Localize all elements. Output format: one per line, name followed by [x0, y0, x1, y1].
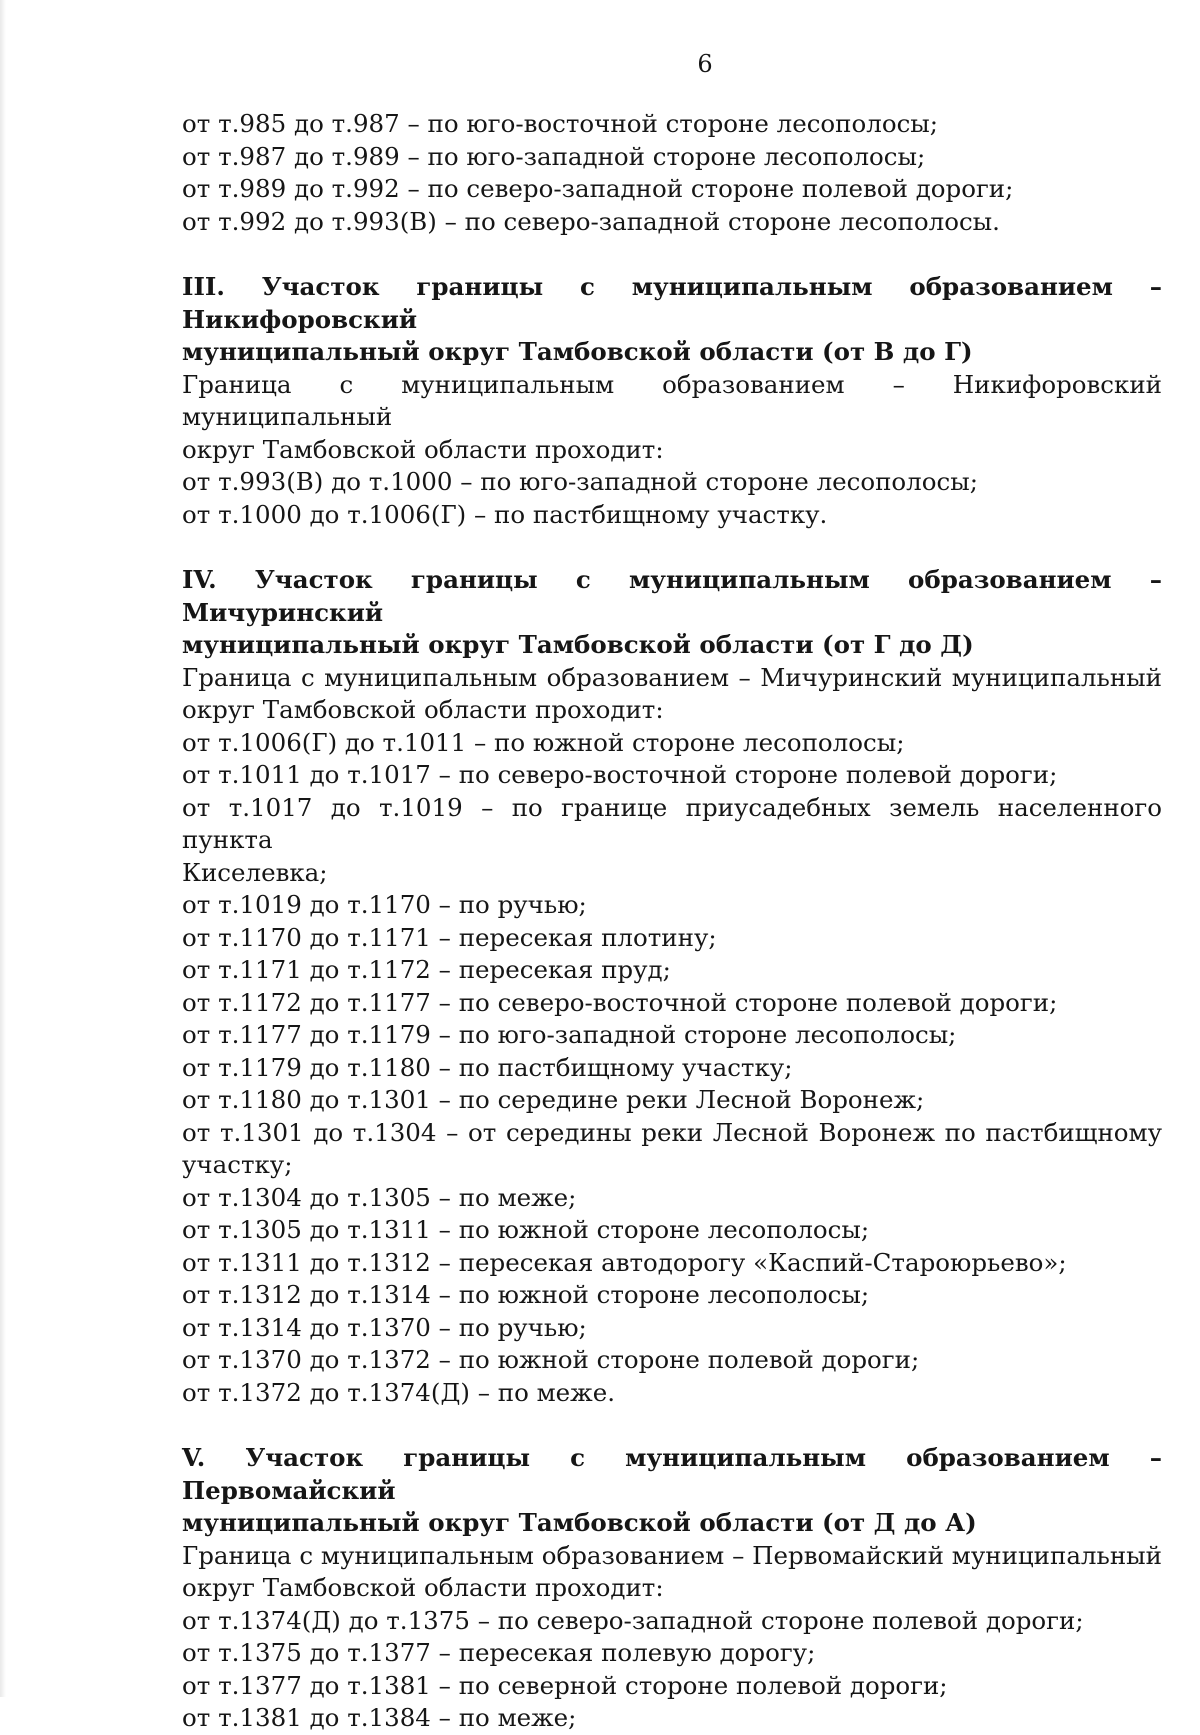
list-item: от т.1372 до т.1374(Д) – по меже.: [182, 1377, 615, 1407]
list-item: от т.985 до т.987 – по юго-восточной стороне лесополосы;: [182, 109, 939, 138]
list-item: от т.1177 до т.1179 – по юго-западной стороне лесополосы;: [182, 1020, 957, 1049]
document-body: [182, 108, 1162, 1735]
list-item: от т.1006(Г) до т.1011 – по южной стороне лесополосы;: [182, 727, 905, 757]
list-item: от т.989 до т.992 – по северо-западной стороне полевой дороги;: [182, 174, 1014, 203]
list-item: [182, 792, 1162, 890]
section-intro-line: Граница с муниципальным образованием – Мичуринский муниципальный: [182, 662, 1162, 692]
list-item: от т.1377 до т.1381 – по северной стороне полевой дороги;: [182, 1670, 948, 1700]
list-item-line: Киселевка;: [182, 857, 328, 887]
list-item: от т.992 до т.993(В) – по северо-западной стороне лесополосы.: [182, 206, 1000, 236]
list-item: от т.1304 до т.1305 – по меже;: [182, 1182, 577, 1212]
page-number: 6: [697, 50, 713, 78]
list-item: от т.1170 до т.1171 – пересекая плотину;: [182, 922, 717, 952]
scan-edge-shadow: [0, 0, 6, 1697]
list-item: от т.1305 до т.1311 – по южной стороне лесополосы;: [182, 1215, 870, 1244]
list-item: от т.993(В) до т.1000 – по юго-западной стороне лесополосы;: [182, 467, 978, 496]
section-intro-line: округ Тамбовской области проходит:: [182, 1573, 664, 1602]
section-intro-line: Граница с муниципальным образованием – Первомайский муниципальный: [182, 1540, 1162, 1570]
list-item-line: от т.1301 до т.1304 – от середины реки Лесной Воронеж по пастбищному: [182, 1117, 1162, 1147]
section-heading: [182, 564, 1162, 662]
section-intro: [182, 369, 1162, 467]
list-item: от т.1314 до т.1370 – по ручью;: [182, 1312, 587, 1342]
section-intro: [182, 1540, 1162, 1605]
section-heading-line: муниципальный округ Тамбовской области (от В до Г): [182, 337, 973, 366]
section-heading-line: IV. Участок границы с муниципальным образованием – Мичуринский: [182, 565, 1162, 627]
section-intro-line: округ Тамбовской области проходит:: [182, 434, 664, 464]
section-intro: [182, 662, 1162, 727]
list-item-line: от т.1017 до т.1019 – по границе приусадебных земель населенного пункта: [182, 792, 1162, 854]
section-heading: [182, 271, 1162, 369]
list-item: от т.1171 до т.1172 – пересекая пруд;: [182, 955, 671, 984]
section-intro-line: округ Тамбовской области проходит:: [182, 695, 664, 724]
section-heading-line: III. Участок границы с муниципальным образованием – Никифоровский: [182, 272, 1162, 334]
list-item: от т.1011 до т.1017 – по северо-восточной стороне полевой дороги;: [182, 760, 1058, 789]
list-item-line: участку;: [182, 1150, 293, 1179]
section-heading-line: муниципальный округ Тамбовской области (от Г до Д): [182, 630, 974, 659]
list-item: от т.1375 до т.1377 – пересекая полевую дорогу;: [182, 1638, 816, 1667]
section-heading-line: муниципальный округ Тамбовской области (от Д до А): [182, 1508, 977, 1537]
list-item: от т.1381 до т.1384 – по меже;: [182, 1703, 577, 1732]
list-item: от т.1312 до т.1314 – по южной стороне лесополосы;: [182, 1280, 870, 1309]
list-item: от т.1180 до т.1301 – по середине реки Лесной Воронеж;: [182, 1085, 925, 1114]
list-item: [182, 1117, 1162, 1182]
section-heading: [182, 1442, 1162, 1540]
list-item: от т.1019 до т.1170 – по ручью;: [182, 890, 587, 919]
section-heading-line: V. Участок границы с муниципальным образованием – Первомайский: [182, 1443, 1162, 1505]
section-iv: [182, 564, 1162, 1409]
list-item: от т.987 до т.989 – по юго-западной стороне лесополосы;: [182, 141, 926, 171]
list-item: от т.1172 до т.1177 – по северо-восточной стороне полевой дороги;: [182, 987, 1058, 1017]
section-iii: [182, 271, 1162, 531]
list-item: от т.1374(Д) до т.1375 – по северо-западной стороне полевой дороги;: [182, 1605, 1084, 1635]
list-item: от т.1311 до т.1312 – пересекая автодорогу «Каспий-Староюрьево»;: [182, 1247, 1067, 1277]
section-intro-line: Граница с муниципальным образованием – Никифоровский муниципальный: [182, 369, 1162, 431]
list-item: от т.1000 до т.1006(Г) – по пастбищному участку.: [182, 499, 828, 529]
list-item: от т.1179 до т.1180 – по пастбищному участку;: [182, 1052, 793, 1082]
section-v: [182, 1442, 1162, 1735]
list-item: от т.1370 до т.1372 – по южной стороне полевой дороги;: [182, 1345, 920, 1374]
continuation-list: [182, 108, 1162, 238]
